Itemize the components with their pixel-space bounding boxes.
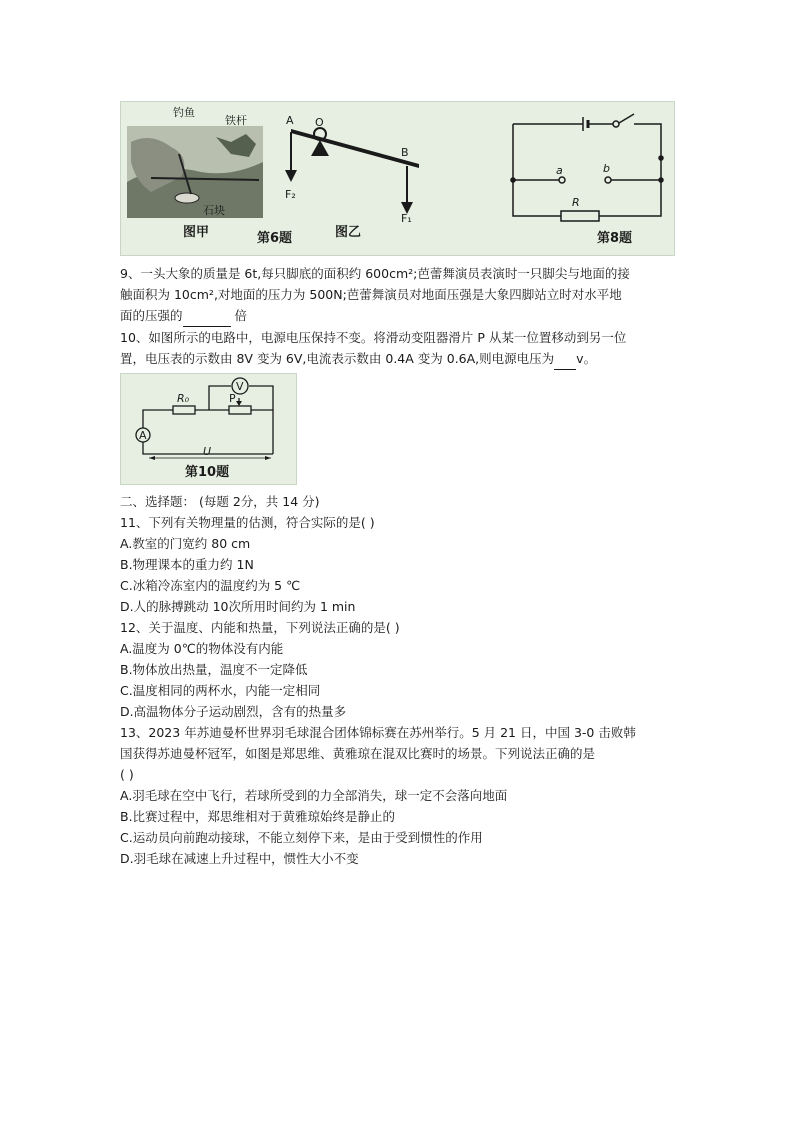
q12-option-b[interactable]: B.物体放出热量，温度不一定降低 [120,662,308,677]
caption-yi: 图乙 [335,225,362,240]
q12-stem: 12、关于温度、内能和热量，下列说法正确的是( ) [120,620,400,635]
q12-option-d[interactable]: D.高温物体分子运动剧烈，含有的热量多 [120,704,347,719]
photo-label-1: 铁杆 [225,114,247,127]
q10-caption: 第10题 [185,465,230,480]
section-2-heading: 二、选择题： (每题 2分，共 14 分) [120,494,320,509]
figure-q10-drawing [121,374,296,484]
q9-line-3 [120,306,247,327]
q13-line-2: 国获得苏迪曼杯冠军，如图是郑思维、黄雅琼在混双比赛时的场景。下列说法正确的是 [120,746,596,761]
q12-option-a[interactable]: A.温度为 0℃的物体没有内能 [120,641,284,656]
q10-line-1: 10、如图所示的电路中，电源电压保持不变。将滑动变阻器滑片 P 从某一位置移动到另一位 [120,330,627,345]
q9-answer-blank[interactable] [183,306,231,327]
q12-option-c[interactable]: C.温度相同的两杯水，内能一定相同 [120,683,321,698]
lever-label-f2: F₂ [285,188,296,201]
lever-label-o: O [315,116,324,129]
q13-line-1: 13、2023 年苏迪曼杯世界羽毛球混合团体锦标赛在苏州举行。5 月 21 日，中国 3-0 击败韩 [120,725,636,740]
caption-q8: 第8题 [597,231,633,246]
q13-option-a[interactable]: A.羽毛球在空中飞行，若球所受到的力全部消失，球一定不会落向地面 [120,788,508,803]
q10-line-2 [120,349,596,370]
q11-stem: 11、下列有关物理量的估测，符合实际的是( ) [120,515,375,530]
q10-label-a: A [139,429,147,442]
lever-diagram [285,114,419,225]
q11-option-d[interactable]: D.人的脉搏跳动 10次所用时间约为 1 min [120,599,356,614]
photo-label-0: 钓鱼 [173,106,195,119]
q10-answer-blank[interactable] [554,349,576,370]
q9-line-1: 9、一头大象的质量是 6t,每只脚底的面积约 600cm²;芭蕾舞演员表演时一只脚尖与地面的接 [120,266,630,281]
q9-line-3-post: 倍 [230,308,247,323]
q13-option-d[interactable]: D.羽毛球在减速上升过程中，惯性大小不变 [120,851,359,866]
lever-label-a: A [286,114,294,127]
fishing-photo [127,105,263,218]
figure-q6-q8-drawing [121,102,674,255]
q10-line-2-post: v。 [576,351,597,366]
figure-q10 [120,373,297,485]
q11-option-b[interactable]: B.物理课本的重力约 1N [120,557,254,572]
q13-line-3: ( ) [120,767,134,782]
circuit-label-r: R [572,196,580,209]
q10-label-p: P [229,392,236,405]
figure-q6-q8 [120,101,675,256]
lever-label-f1: F₁ [401,212,412,225]
q13-option-c[interactable]: C.运动员向前跑动接球，不能立刻停下来，是由于受到惯性的作用 [120,830,483,845]
circuit-label-a: a [556,164,563,177]
caption-jia: 图甲 [183,225,210,240]
q10-line-2-pre: 置，电压表的示数由 8V 变为 6V,电流表示数由 0.4A 变为 0.6A,则电源电压为 [120,351,555,366]
q11-option-a[interactable]: A.教室的门宽约 80 cm [120,536,251,551]
q11-option-c[interactable]: C.冰箱冷冻室内的温度约为 5 ℃ [120,578,301,593]
q13-option-b[interactable]: B.比赛过程中，郑思维相对于黄雅琼始终是静止的 [120,809,396,824]
q9-line-2: 触面积为 10cm²,对地面的压力为 500N;芭蕾舞演员对地面压强是大象四脚站立时对水平地 [120,287,622,302]
caption-q6: 第6题 [257,231,293,246]
q10-label-r0: R₀ [177,392,190,405]
lever-label-b: B [401,146,409,159]
q10-label-v: V [236,380,244,393]
circuit-q8 [511,114,663,221]
q9-line-3-pre: 面的压强的 [120,308,183,323]
circuit-label-b: b [603,162,610,175]
q10-label-u: U [203,445,212,458]
photo-label-2: 石块 [203,204,225,217]
